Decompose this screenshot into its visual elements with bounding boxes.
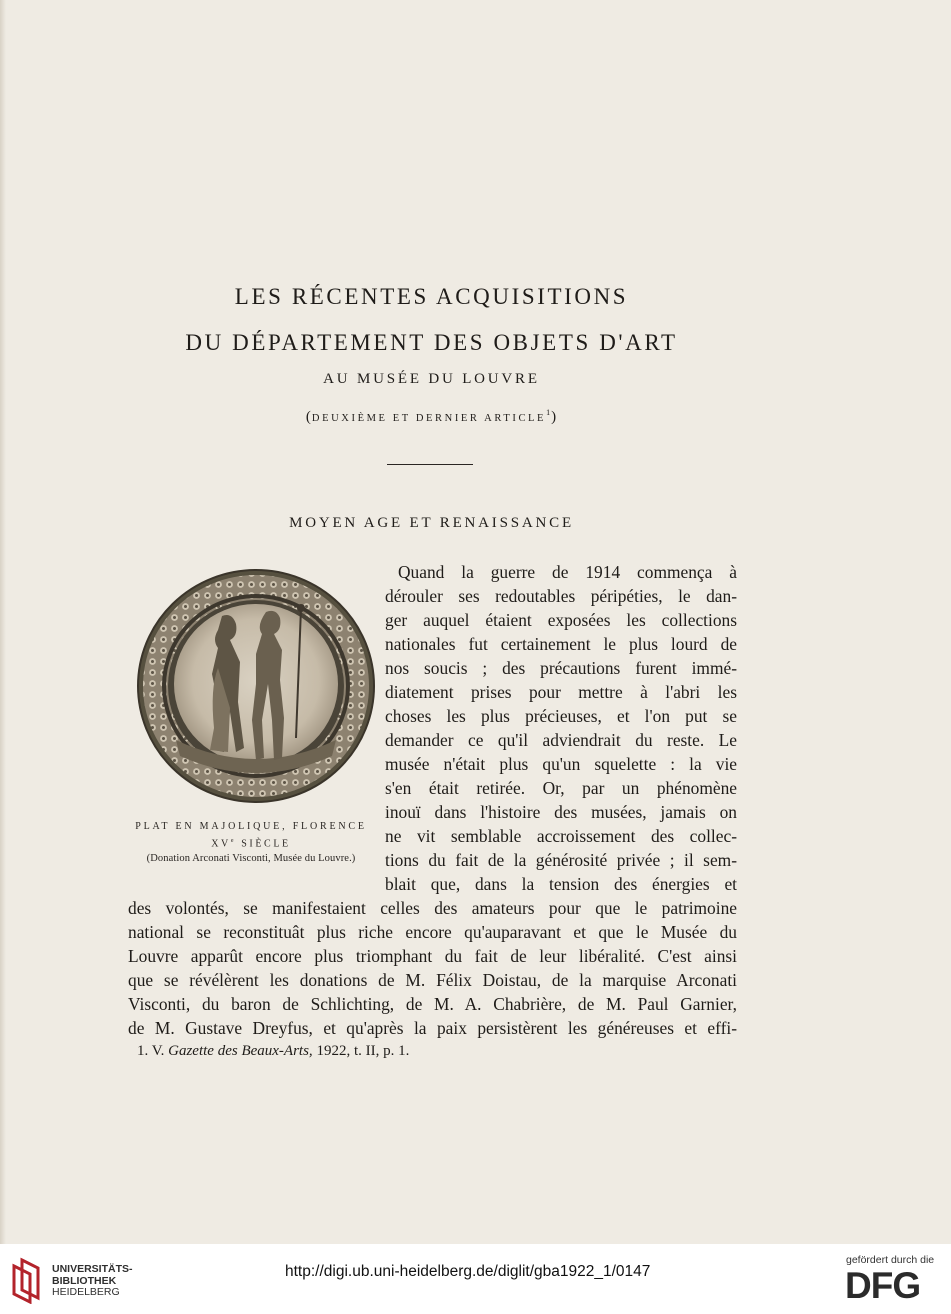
body-line: choses les plus précieuses, et l'on put se <box>385 706 737 726</box>
article-title-line-2: DU DÉPARTEMENT DES OBJETS D'ART <box>185 330 678 355</box>
century-prefix: XV <box>211 838 231 850</box>
library-line-3: HEIDELBERG <box>52 1286 120 1298</box>
dfg-logo-icon: DFG <box>845 1265 921 1306</box>
section-heading: MOYEN AGE ET RENAISSANCE <box>289 515 574 531</box>
body-line: que se révélèrent les donations de M. Félix Doistau, de la marquise Arconati <box>128 970 737 990</box>
funding-label: gefördert durch die <box>846 1254 935 1266</box>
body-line: nationales fut certainement le plus lourd de <box>385 634 737 654</box>
body-line: Visconti, du baron de Schlichting, de M. A. Chabrière, de M. Paul Garnier, <box>128 994 737 1014</box>
century-sup: e <box>230 838 237 844</box>
subtitle-footnote-marker: 1 <box>546 408 552 417</box>
body-line: musée n'était plus qu'un squelette : la vie <box>385 754 737 774</box>
figure-caption-title: PLAT EN MAJOLIQUE, FLORENCE <box>135 821 367 832</box>
century-suffix: SIÈCLE <box>236 838 291 850</box>
library-line-2: BIBLIOTHEK <box>52 1274 117 1287</box>
body-line: ne vit semblable accroissement des collec- <box>385 826 737 846</box>
footnote-number: 1. V. <box>137 1043 165 1059</box>
body-line: Quand la guerre de 1914 commença à <box>398 562 737 582</box>
body-line: blait que, dans la tension des énergies et <box>385 874 737 894</box>
body-line: tions du fait de la générosité privée ; il sem- <box>385 850 737 870</box>
body-line: diatement prises pour mettre à l'abri les <box>385 682 737 702</box>
body-line: ger auquel étaient exposées les collections <box>385 610 737 630</box>
body-line: dérouler ses redoutables péripéties, le dan- <box>385 586 737 606</box>
footnote-reference: 1922, t. II, p. 1. <box>316 1043 410 1059</box>
university-library-logo-icon <box>8 1254 48 1304</box>
body-line: Louvre apparût encore plus triomphant du fait de leur libéralité. C'est ainsi <box>128 946 737 966</box>
body-line: demander ce qu'il adviendrait du reste. Le <box>385 730 737 750</box>
footnote-journal: Gazette des Beaux-Arts, <box>168 1043 313 1059</box>
body-line: nos soucis ; des précautions furent immé- <box>385 658 737 678</box>
article-title-line-3: AU MUSÉE DU LOUVRE <box>323 371 540 387</box>
figure-caption-credit: (Donation Arconati Visconti, Musée du Louvre.) <box>146 853 356 864</box>
body-line: des volontés, se manifestaient celles des amateurs pour que le patrimoine <box>128 898 737 918</box>
article-title-line-1: LES RÉCENTES ACQUISITIONS <box>234 284 629 309</box>
body-line: inouï dans l'histoire des musées, jamais on <box>385 802 737 822</box>
body-line: de M. Gustave Dreyfus, et qu'après la paix persistèrent les généreuses et effi- <box>128 1018 737 1038</box>
permalink-url[interactable]: http://digi.ub.uni-heidelberg.de/diglit/gba1922_1/0147 <box>285 1263 651 1280</box>
footnote <box>137 1043 409 1060</box>
subtitle-text: DEUXIÈME ET DERNIER ARTICLE <box>311 413 547 424</box>
subtitle-open-paren: ( <box>305 409 312 425</box>
university-library-name <box>52 1264 133 1299</box>
body-line: national se reconstituât plus riche encore qu'auparavant et que le Musée du <box>128 922 737 942</box>
body-line: s'en était retirée. Or, par un phénomène <box>385 778 737 798</box>
digitization-footer <box>0 1244 951 1314</box>
subtitle-close-paren: ) <box>551 409 558 425</box>
library-line-1: UNIVERSITÄTS- <box>52 1263 133 1275</box>
